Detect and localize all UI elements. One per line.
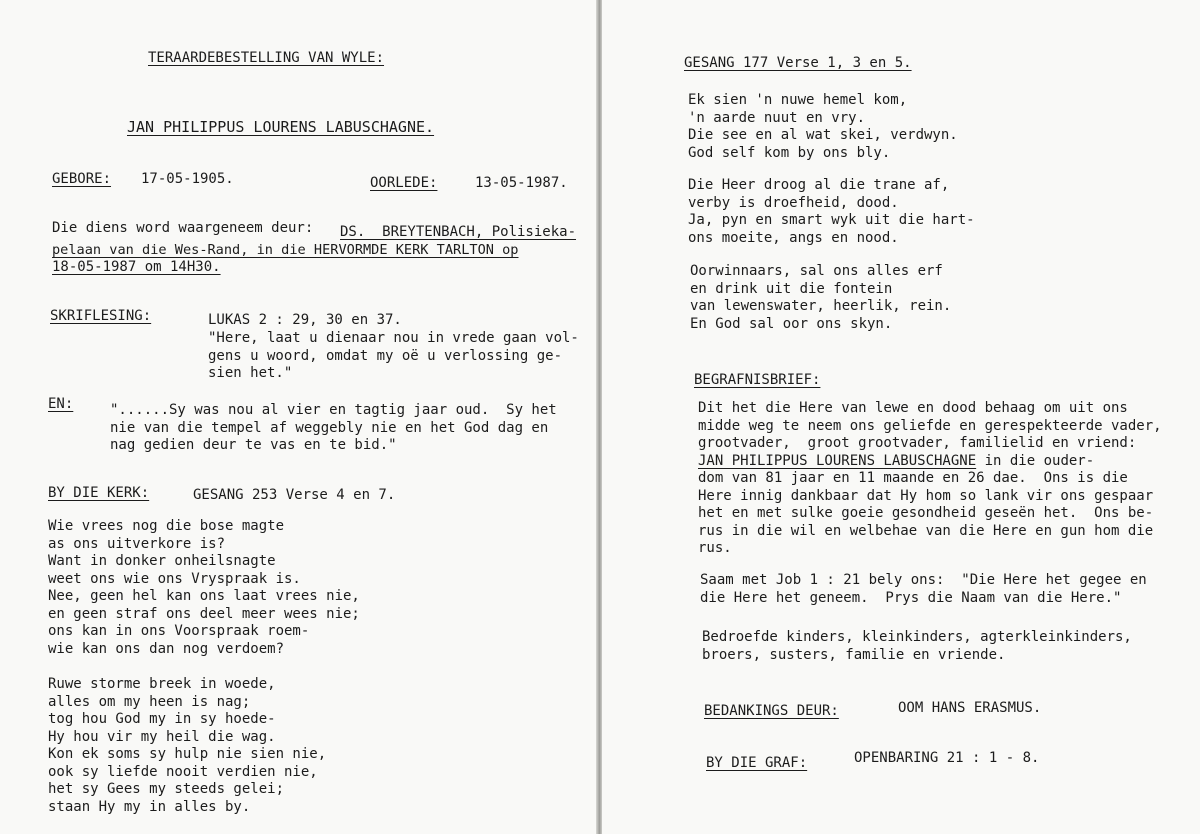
grave-label: BY DIE GRAF: xyxy=(706,755,808,771)
stanza-line: en drink uit die fontein xyxy=(690,280,893,297)
verse-line: ons kan in ons Voorspraak roem- xyxy=(48,623,310,639)
letter-label: BEGRAFNISBRIEF: xyxy=(694,372,821,388)
verse-line: Kon ek soms sy hulp nie sien nie, xyxy=(48,746,327,762)
mourners-line: Bedroefde kinders, kleinkinders, agterkleinkinders, xyxy=(702,629,1132,645)
letter-deceased-name: JAN PHILIPPUS LOURENS LABUSCHAGNE xyxy=(698,452,977,469)
letter-line: het en met sulke goeie gesondheid geseën het. Ons be- xyxy=(698,505,1154,521)
stanza-line: God self kom by ons bly. xyxy=(688,144,891,161)
died-date: 13-05-1987. xyxy=(475,175,568,191)
grave-reading: OPENBARING 21 : 1 - 8. xyxy=(854,750,1040,766)
stanza-line: Ja, pyn en smart wyk uit die hart- xyxy=(688,212,975,228)
verse-line: tog hou God my in sy hoede- xyxy=(48,711,276,727)
stanza-line: Oorwinnaars, sal ons alles erf xyxy=(690,263,943,279)
thanks-name: OOM HANS ERASMUS. xyxy=(898,700,1042,716)
left-page xyxy=(0,0,598,834)
verse-line: Ruwe storme breek in woede, xyxy=(48,676,276,692)
reading-ref: LUKAS 2 : 29, 30 en 37. xyxy=(208,312,402,328)
letter-line: rus. xyxy=(698,540,732,556)
verse-line: het sy Gees my steeds gelei; xyxy=(48,781,285,797)
stanza-line: ons moeite, angs en nood. xyxy=(688,229,899,246)
verse-line: Nee, geen hel kan ons laat vrees nie, xyxy=(48,588,360,604)
page-title: TERAARDEBESTELLING VAN WYLE: xyxy=(148,50,385,66)
born-label: GEBORE: xyxy=(52,171,112,187)
and-line: nie van die tempel af weggebly nie en het God dag en xyxy=(110,419,549,436)
stanza-line: En God sal oor ons skyn. xyxy=(690,315,893,332)
verse-line: Wie vrees nog die bose magte xyxy=(48,518,285,534)
hymn-stanza-3 xyxy=(690,263,951,333)
deceased-name: JAN PHILIPPUS LOURENS LABUSCHAGNE. xyxy=(127,118,435,136)
reading-line: "Here, laat u dienaar nou in vrede gaan vol- xyxy=(208,330,579,346)
service-lead: Die diens word waargeneem deur: xyxy=(52,220,314,236)
service-line3: 18-05-1987 om 14H30. xyxy=(52,259,221,275)
verse-line: Want in donker onheilsnagte xyxy=(48,553,276,569)
verse-line: alles om my heen is nag; xyxy=(48,693,251,710)
and-label: EN: xyxy=(48,396,74,412)
and-line: nag gedien deur te vas en te bid." xyxy=(110,437,397,453)
stanza-line: verby is droefheid, dood. xyxy=(688,194,899,211)
reading-text xyxy=(208,330,579,383)
service-line2: pelaan van die Wes-Rand, in die HERVORMDE KERK TARLTON op xyxy=(52,242,519,258)
job-quote xyxy=(700,572,1147,607)
funeral-letter xyxy=(698,400,1162,558)
service-line1-rest: DS. BREYTENBACH, Polisieka- xyxy=(340,224,577,240)
died-label: OORLEDE: xyxy=(370,175,438,191)
hymn-title: GESANG 177 Verse 1, 3 en 5. xyxy=(684,55,912,71)
letter-line: rus in die wil en welbehae van die Here en gun hom die xyxy=(698,522,1154,539)
hymn-verse-1 xyxy=(48,518,360,658)
reading-label: SKRIFLESING: xyxy=(50,308,152,324)
church-hymn: GESANG 253 Verse 4 en 7. xyxy=(193,487,396,503)
reading-line: sien het." xyxy=(208,365,293,381)
church-label: BY DIE KERK: xyxy=(48,485,150,501)
letter-line: Here innig dankbaar dat Hy hom so lank vir ons gespaar xyxy=(698,487,1154,504)
letter-line: grootvader, groot grootvader, familielid en vriend: xyxy=(698,435,1137,451)
letter-line: midde weg te neem ons geliefde en gerespekteerde vader, xyxy=(698,417,1162,434)
and-line: "......Sy was nou al vier en tagtig jaar oud. Sy het xyxy=(110,402,557,418)
hymn-stanza-1 xyxy=(688,92,958,162)
thanks-label: BEDANKINGS DEUR: xyxy=(704,703,839,719)
reading-line: gens u woord, omdat my oë u verlossing ge- xyxy=(208,347,563,364)
stanza-line: Die see en al wat skei, verdwyn. xyxy=(688,127,958,143)
stanza-line: Ek sien 'n nuwe hemel kom, xyxy=(688,92,908,108)
born-date: 17-05-1905. xyxy=(141,171,234,187)
verse-line: weet ons wie ons Vryspraak is. xyxy=(48,570,301,587)
letter-line: Dit het die Here van lewe en dood behaag om uit ons xyxy=(698,400,1128,416)
hymn-stanza-2 xyxy=(688,177,975,247)
and-text xyxy=(110,402,557,455)
verse-line: wie kan ons dan nog verdoem? xyxy=(48,640,285,657)
verse-line: as ons uitverkore is? xyxy=(48,535,226,552)
job-line: die Here het geneem. Prys die Naam van die Here." xyxy=(700,589,1122,606)
verse-line: en geen straf ons deel meer wees nie; xyxy=(48,605,360,622)
mourners-line: broers, susters, familie en vriende. xyxy=(702,646,1006,663)
verse-line: Hy hou vir my heil die wag. xyxy=(48,728,276,745)
stanza-line: 'n aarde nuut en vry. xyxy=(688,109,866,126)
letter-line xyxy=(698,453,1162,471)
mourners xyxy=(702,629,1132,664)
job-line: Saam met Job 1 : 21 bely ons: "Die Here het gegee en xyxy=(700,572,1147,588)
letter-line4-rest: in die ouder- xyxy=(976,452,1095,469)
letter-line: dom van 81 jaar en 11 maande en 26 dae. Ons is die xyxy=(698,470,1128,486)
hymn-verse-2 xyxy=(48,676,326,816)
verse-line: ook sy liefde nooit verdien nie, xyxy=(48,763,318,780)
verse-line: staan Hy my in alles by. xyxy=(48,798,251,815)
stanza-line: Die Heer droog al die trane af, xyxy=(688,177,950,193)
right-page xyxy=(602,0,1200,834)
stanza-line: van lewenswater, heerlik, rein. xyxy=(690,298,952,314)
